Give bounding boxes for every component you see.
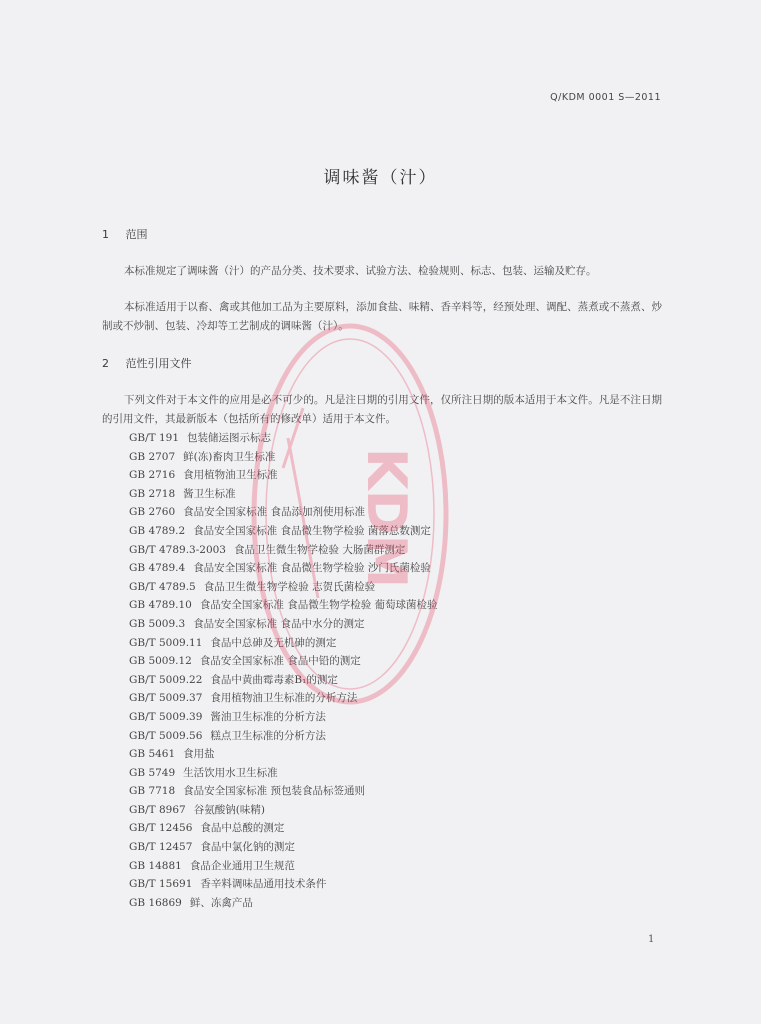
reference-code: GB/T 8967: [129, 803, 186, 816]
reference-name: 食用植物油卫生标准的分析方法: [210, 692, 358, 705]
reference-name: 酱油卫生标准的分析方法: [210, 710, 326, 723]
reference-item: [129, 485, 438, 504]
reference-item: [129, 819, 438, 838]
references-intro-paragraph: 下列文件对于本文件的应用是必不可少的。凡是注日期的引用文件，仅所注日期的版本适用于本文件。凡是不注日期的引用文件，其最新版本（包括所有的修改单）适用于本文件。: [102, 394, 662, 425]
reference-code: GB/T 191: [129, 432, 180, 444]
scope-paragraph-2: 本标准适用于以畜、禽或其他加工品为主要原料，添加食盐、味精、香辛料等，经预处理、调配、蒸煮或不蒸煮、炒制或不炒制、包装、冷却等工艺制成的调味酱（汁）。: [102, 301, 662, 332]
reference-name: 食品中总酸的测定: [200, 822, 285, 835]
reference-name: 食品安全国家标准 食品微生物学检验 葡萄球菌检验: [199, 599, 438, 612]
document-title: 调味酱（汁）: [323, 168, 438, 188]
reference-name: 食品企业通用卫生规范: [189, 859, 295, 872]
reference-code: GB/T 12456: [129, 822, 193, 835]
standard-code: Q/KDM 0001 S—2011: [550, 92, 661, 103]
reference-code: GB/T 5009.11: [129, 636, 203, 649]
reference-list: [129, 429, 438, 912]
scope-paragraph-1: 本标准规定了调味酱（汁）的产品分类、技术要求、试验方法、检验规则、标志、包装、运输及贮存。: [124, 265, 597, 277]
reference-code: GB 7718: [129, 785, 176, 798]
reference-name: 食品安全国家标准 食品中水分的测定: [193, 617, 365, 630]
reference-name: 食品安全国家标准 食品添加剂使用标准: [183, 506, 366, 519]
section-1-number: 1: [102, 228, 109, 241]
reference-code: GB/T 5009.22: [129, 673, 203, 686]
reference-name: 食品卫生微生物学检验 大肠菌群测定: [234, 543, 406, 556]
reference-code: GB/T 5009.56: [129, 729, 203, 742]
page-number: 1: [648, 934, 655, 945]
reference-code: GB 2718: [129, 487, 176, 500]
reference-name: 食用植物油卫生标准: [183, 469, 278, 482]
reference-code: GB 4789.10: [129, 599, 192, 612]
reference-code: GB 5461: [129, 748, 176, 761]
reference-item: [129, 429, 438, 448]
reference-code: GB/T 5009.37: [129, 692, 203, 705]
reference-name: 食品安全国家标准 食品微生物学检验 沙门氏菌检验: [193, 562, 431, 575]
reference-code: GB/T 15691: [129, 878, 193, 891]
reference-item: [129, 634, 438, 653]
reference-item: [129, 782, 438, 801]
reference-name: 食品中氯化钠的测定: [200, 841, 295, 854]
reference-item: [129, 764, 438, 783]
reference-code: GB 16869: [129, 896, 182, 909]
reference-code: GB 4789.2: [129, 524, 186, 537]
reference-name: 食用盐: [183, 748, 215, 761]
reference-item: [129, 708, 438, 727]
reference-item: [129, 801, 438, 820]
reference-item: [129, 541, 438, 560]
reference-name: 生活饮用水卫生标准: [183, 766, 278, 779]
reference-item: [129, 745, 438, 764]
reference-item: [129, 503, 438, 522]
reference-code: GB 2716: [129, 469, 176, 482]
reference-code: GB/T 4789.5: [129, 580, 196, 593]
reference-item: [129, 727, 438, 746]
reference-code: GB 5009.3: [129, 617, 186, 630]
reference-name: 酱卫生标准: [183, 487, 236, 500]
seal-text: KDM: [355, 447, 418, 589]
reference-item: [129, 894, 438, 913]
reference-code: GB/T 12457: [129, 841, 193, 854]
reference-name: 食品安全国家标准 食品中铅的测定: [199, 655, 361, 668]
reference-item: [129, 875, 438, 894]
reference-item: [129, 689, 438, 708]
section-1-heading: [102, 226, 148, 242]
reference-item: [129, 448, 438, 467]
reference-name: 食品安全国家标准 预包装食品标签通则: [183, 785, 366, 798]
reference-code: GB/T 5009.39: [129, 710, 203, 723]
reference-code: GB 5009.12: [129, 655, 192, 668]
reference-code: GB/T 4789.3-2003: [129, 543, 226, 556]
reference-code: GB 5749: [129, 766, 176, 779]
reference-code: GB 4789.4: [129, 562, 186, 575]
reference-item: [129, 596, 438, 615]
reference-code: GB 14881: [129, 859, 182, 872]
reference-name: 糕点卫生标准的分析方法: [210, 729, 326, 742]
section-2-number: 2: [102, 357, 109, 370]
reference-item: [129, 522, 438, 541]
section-1-title: 范围: [125, 228, 148, 241]
reference-name: 包装储运图示标志: [187, 432, 272, 444]
reference-name: 食品卫生微生物学检验 志贺氏菌检验: [203, 580, 376, 593]
section-2-heading: [102, 355, 192, 371]
section-2-title: 范性引用文件: [125, 357, 192, 370]
reference-code: GB 2760: [129, 506, 176, 519]
reference-name: 香辛料调味品通用技术条件: [200, 878, 327, 891]
reference-item: [129, 838, 438, 857]
reference-item: [129, 615, 438, 634]
reference-item: [129, 671, 438, 690]
reference-code: GB 2707: [129, 450, 176, 463]
reference-item: [129, 578, 438, 597]
reference-name: 食品中黄曲霉毒素B₁的测定: [210, 673, 338, 686]
reference-name: 鲜(冻)畜肉卫生标准: [183, 450, 276, 463]
reference-name: 鲜、冻禽产品: [189, 896, 253, 909]
reference-name: 谷氨酸钠(味精): [193, 803, 265, 816]
reference-name: 食品安全国家标准 食品微生物学检验 菌落总数测定: [193, 524, 431, 537]
reference-item: [129, 652, 438, 671]
reference-item: [129, 857, 438, 876]
reference-item: [129, 466, 438, 485]
reference-item: [129, 559, 438, 578]
reference-name: 食品中总砷及无机砷的测定: [210, 636, 337, 649]
